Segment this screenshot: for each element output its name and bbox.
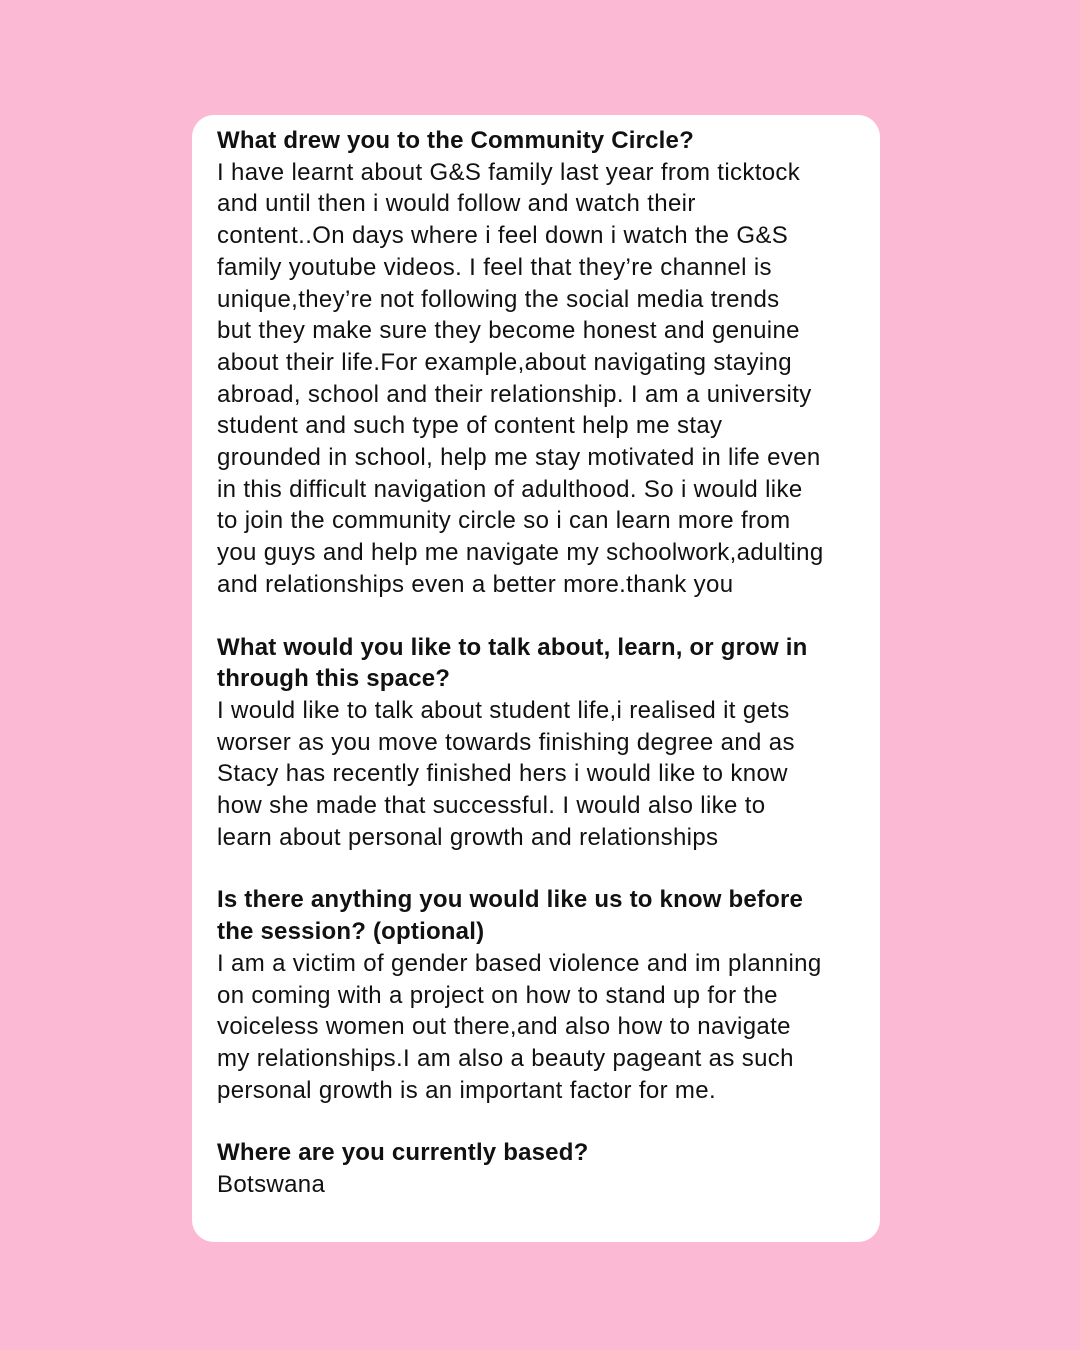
answer-text: I am a victim of gender based violence and im planning on coming with a project on how to stand up for the voiceless women out there,and also how to navigate my relationships.I am also a beauty pageant as such personal growth is an important factor for me. (217, 949, 822, 1104)
response-card (192, 115, 880, 1242)
question-label: What drew you to the Community Circle? (217, 127, 694, 154)
question-label: Is there anything you would like us to know before the session? (optional) (217, 886, 804, 946)
qa-item-location (217, 1137, 866, 1200)
question-label: Where are you currently based? (217, 1139, 589, 1167)
qa-item-before-session (217, 884, 866, 1106)
answer-text: I would like to talk about student life,i realised it gets worser as you move towards finishing degree and as Stacy has recently finished hers i would like to know how she made that successful. I would also like to learn about personal growth and relationships (217, 696, 795, 851)
qa-item-community-circle (217, 125, 866, 601)
answer-text: Botswana (217, 1171, 326, 1199)
question-label: What would you like to talk about, learn, or grow in through this space? (217, 633, 808, 693)
qa-item-topics (217, 632, 866, 854)
answer-text: I have learnt about G&S family last year from ticktock and until then i would follow and watch their content..On days where i feel down i watch the G&S family youtube videos. I feel that they’re channel is unique,they’re not following the social media trends but they make sure they become honest and genuine about their life.For example,about navigating staying abroad, school and their relationship. I am a university student and such type of content help me stay grounded in school, help me stay motivated in life even in this difficult navigation of adulthood. So i would like to join the community circle so i can learn more from you guys and help me navigate my schoolwork,adulting and relationships even a better more.thank you (217, 158, 824, 598)
